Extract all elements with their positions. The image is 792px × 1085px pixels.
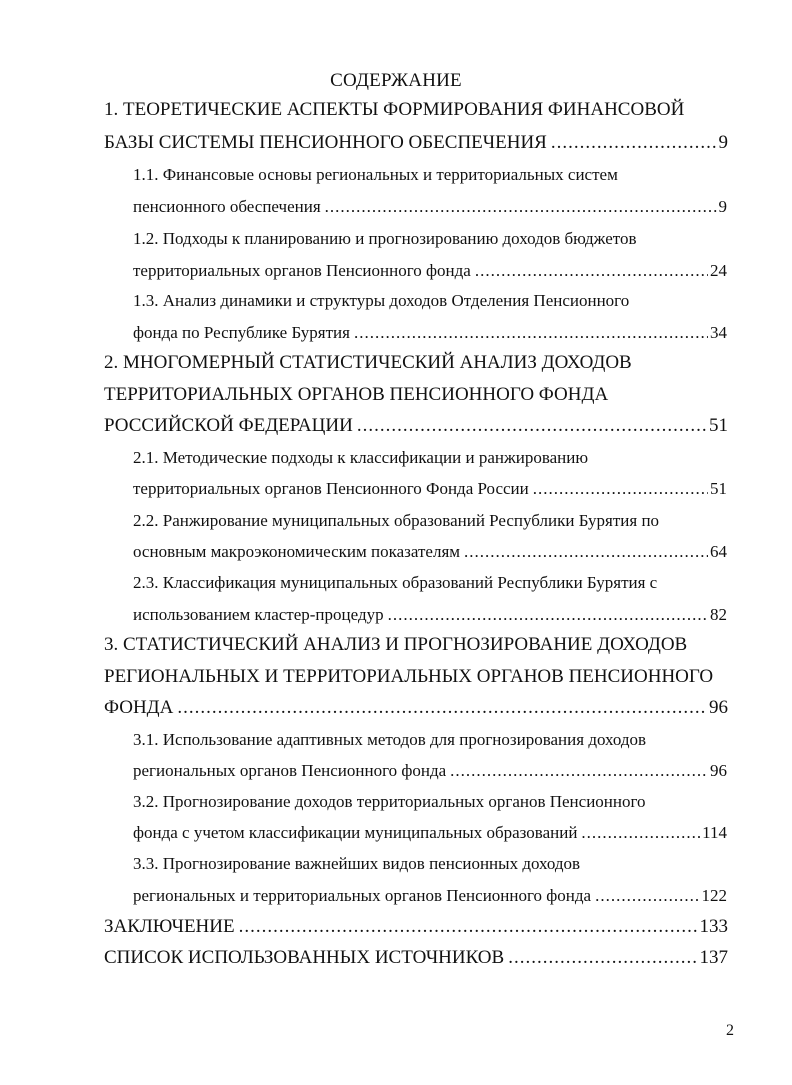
toc-chapter-2-entry[interactable] xyxy=(104,412,728,440)
toc-section-1-1-title[interactable]: 1.1. Финансовые основы региональных и территориальных систем xyxy=(133,165,618,184)
toc-section-2-3-entry[interactable] xyxy=(133,601,727,629)
toc-chapter-3-title-end: ФОНДА xyxy=(104,697,174,718)
toc-page-number: 51 xyxy=(710,479,727,498)
toc-chapter-1-title-end: БАЗЫ СИСТЕМЫ ПЕНСИОННОГО ОБЕСПЕЧЕНИЯ xyxy=(104,132,547,153)
toc-chapter-2-title-end: РОССИЙСКОЙ ФЕДЕРАЦИИ xyxy=(104,415,353,436)
toc-chapter-1-title[interactable]: 1. ТЕОРЕТИЧЕСКИЕ АСПЕКТЫ ФОРМИРОВАНИЯ ФИНАНСОВОЙ xyxy=(104,99,685,120)
toc-page-number: 114 xyxy=(702,823,727,842)
toc-section-3-3-entry[interactable] xyxy=(133,882,727,910)
page-title: СОДЕРЖАНИЕ xyxy=(330,70,462,91)
toc-section-3-3-title[interactable]: 3.3. Прогнозирование важнейших видов пенсионных доходов xyxy=(133,854,581,873)
toc-section-1-2-title-end: территориальных органов Пенсионного фонда xyxy=(133,261,471,280)
toc-page-number: 96 xyxy=(710,761,727,780)
toc-section-1-2-title[interactable]: 1.2. Подходы к планированию и прогнозированию доходов бюджетов xyxy=(133,229,637,248)
page-number: 2 xyxy=(726,1022,734,1039)
leader-dots xyxy=(533,475,708,503)
toc-chapter-3-entry[interactable] xyxy=(104,694,728,722)
toc-section-1-3-title[interactable]: 1.3. Анализ динамики и структуры доходов Отделения Пенсионного xyxy=(133,291,630,310)
toc-chapter-3-title-cont[interactable]: РЕГИОНАЛЬНЫХ И ТЕРРИТОРИАЛЬНЫХ ОРГАНОВ ПЕНСИОННОГО xyxy=(104,666,714,687)
toc-page-number: 96 xyxy=(709,697,728,718)
toc-section-3-1-title-end: региональных органов Пенсионного фонда xyxy=(133,761,447,780)
toc-section-2-3-title-end: использованием кластер-процедур xyxy=(133,605,384,624)
toc-section-2-1-title[interactable]: 2.1. Методические подходы к классификации и ранжированию xyxy=(133,448,589,467)
toc-chapter-3-title[interactable]: 3. СТАТИСТИЧЕСКИЙ АНАЛИЗ И ПРОГНОЗИРОВАНИЕ ДОХОДОВ xyxy=(104,634,688,655)
toc-chapter-2-title[interactable]: 2. МНОГОМЕРНЫЙ СТАТИСТИЧЕСКИЙ АНАЛИЗ ДОХОДОВ xyxy=(104,352,632,373)
toc-section-2-2-title-end: основным макроэкономическим показателям xyxy=(133,542,461,561)
toc-section-2-3-title[interactable]: 2.3. Классификация муниципальных образований Республики Бурятия с xyxy=(133,573,658,592)
toc-section-1-2-entry[interactable] xyxy=(133,257,727,285)
leader-dots xyxy=(464,538,708,566)
toc-section-2-2-entry[interactable] xyxy=(133,538,727,566)
toc-conclusion-title: ЗАКЛЮЧЕНИЕ xyxy=(104,916,235,937)
leader-dots xyxy=(177,694,707,722)
toc-page-number: 51 xyxy=(709,415,728,436)
toc-section-3-2-title[interactable]: 3.2. Прогнозирование доходов территориальных органов Пенсионного xyxy=(133,792,646,811)
toc-section-2-1-entry[interactable] xyxy=(133,475,727,503)
toc-section-1-1-title-end: пенсионного обеспечения xyxy=(133,197,321,216)
toc-page-number: 122 xyxy=(701,886,727,905)
toc-section-3-1-title[interactable]: 3.1. Использование адаптивных методов для прогнозирования доходов xyxy=(133,730,647,749)
leader-dots xyxy=(354,319,708,347)
toc-sources-entry[interactable] xyxy=(104,944,728,972)
toc-page-number: 9 xyxy=(718,132,728,153)
leader-dots xyxy=(239,913,698,941)
toc-section-3-2-title-end: фонда с учетом классификации муниципальных образований xyxy=(133,823,578,842)
toc-page-number: 64 xyxy=(710,542,727,561)
toc-section-3-2-entry[interactable] xyxy=(133,819,727,847)
toc-section-1-3-entry[interactable] xyxy=(133,319,727,347)
leader-dots xyxy=(595,882,699,910)
toc-page-number: 34 xyxy=(710,323,727,342)
toc-page-number: 82 xyxy=(710,605,727,624)
toc-chapter-1-entry[interactable] xyxy=(104,129,728,157)
toc-section-3-1-entry[interactable] xyxy=(133,757,727,785)
leader-dots xyxy=(508,944,697,972)
leader-dots xyxy=(450,757,708,785)
toc-section-1-1-entry[interactable] xyxy=(133,193,727,221)
toc-section-2-1-title-end: территориальных органов Пенсионного Фонда России xyxy=(133,479,529,498)
leader-dots xyxy=(388,601,708,629)
leader-dots xyxy=(357,412,707,440)
toc-section-2-2-title[interactable]: 2.2. Ранжирование муниципальных образований Республики Бурятия по xyxy=(133,511,660,530)
toc-conclusion-entry[interactable] xyxy=(104,913,728,941)
leader-dots xyxy=(325,193,717,221)
toc-page-number: 24 xyxy=(710,261,727,280)
leader-dots xyxy=(581,819,700,847)
toc-sources-title: СПИСОК ИСПОЛЬЗОВАННЫХ ИСТОЧНИКОВ xyxy=(104,947,505,968)
leader-dots xyxy=(551,129,717,157)
toc-section-1-3-title-end: фонда по Республике Бурятия xyxy=(133,323,350,342)
leader-dots xyxy=(475,257,708,285)
toc-page-number: 137 xyxy=(699,947,728,968)
toc-page-number: 9 xyxy=(718,197,727,216)
toc-section-3-3-title-end: региональных и территориальных органов Пенсионного фонда xyxy=(133,886,592,905)
toc-chapter-2-title-cont[interactable]: ТЕРРИТОРИАЛЬНЫХ ОРГАНОВ ПЕНСИОННОГО ФОНДА xyxy=(104,384,609,405)
toc-page-number: 133 xyxy=(699,916,728,937)
